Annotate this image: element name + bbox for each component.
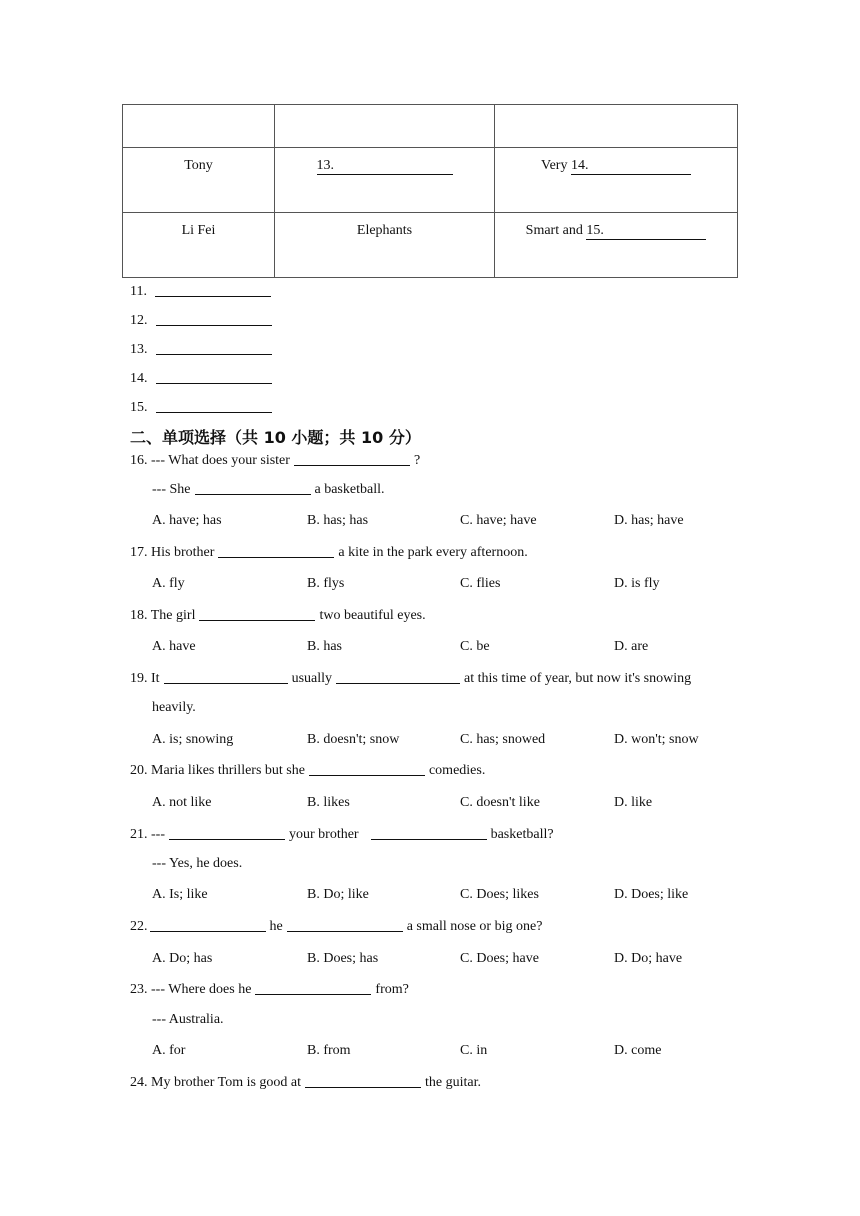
option-c[interactable]: C. doesn't like <box>460 795 540 810</box>
blank[interactable] <box>294 464 410 466</box>
blank[interactable] <box>287 930 403 932</box>
question-text: the guitar. <box>425 1075 482 1090</box>
answer-line <box>130 284 275 300</box>
table-cell <box>495 105 738 148</box>
question-text: two beautiful eyes. <box>319 608 426 623</box>
option-c[interactable]: C. Does; likes <box>460 887 539 902</box>
table-row <box>123 105 738 148</box>
table-cell <box>495 148 738 213</box>
answer-number: 15. <box>130 400 148 415</box>
answer-number: 14. <box>130 371 148 386</box>
blank[interactable] <box>150 930 266 932</box>
question-text: 20. Maria likes thrillers but she <box>130 763 305 778</box>
blank[interactable] <box>195 493 311 495</box>
question-text: heavily. <box>152 700 196 715</box>
question-23-answer <box>152 1012 224 1028</box>
option-c[interactable]: C. Does; have <box>460 951 539 966</box>
blank-13[interactable]: 13. <box>317 158 453 175</box>
answer-line <box>130 400 276 416</box>
option-b[interactable]: B. flys <box>307 576 345 591</box>
question-20 <box>130 763 485 779</box>
question-text: --- She <box>152 482 191 497</box>
table-cell-name: Li Fei <box>123 213 275 278</box>
blank[interactable] <box>169 838 285 840</box>
option-a[interactable]: A. Do; has <box>152 951 213 966</box>
question-text: 21. --- <box>130 827 165 842</box>
question-text: comedies. <box>428 763 486 778</box>
blank[interactable] <box>199 619 315 621</box>
option-a[interactable]: A. Is; like <box>152 887 208 902</box>
option-c[interactable]: C. be <box>460 639 490 654</box>
question-text: 23. --- Where does he <box>130 982 252 997</box>
question-text: basketball? <box>490 827 554 842</box>
question-text: a kite in the park every afternoon. <box>338 545 528 560</box>
blank[interactable] <box>218 556 334 558</box>
option-b[interactable]: B. from <box>307 1043 351 1058</box>
table-row <box>123 213 738 278</box>
option-d[interactable]: D. Does; like <box>614 887 689 902</box>
blank-15[interactable]: 15. <box>586 223 706 240</box>
option-a[interactable]: A. is; snowing <box>152 732 234 747</box>
table-cell-animal: Elephants <box>275 213 495 278</box>
option-b[interactable]: B. has; has <box>307 513 369 528</box>
option-d[interactable]: D. won't; snow <box>614 732 699 747</box>
option-c[interactable]: C. flies <box>460 576 501 591</box>
table-cell <box>495 213 738 278</box>
answer-line <box>130 313 276 329</box>
option-b[interactable]: B. Does; has <box>307 951 379 966</box>
blank[interactable] <box>371 838 487 840</box>
section-title: 二、单项选择（共 10 小题；共 10 分） <box>130 428 421 447</box>
option-d[interactable]: D. is fly <box>614 576 660 591</box>
question-text: usually <box>291 671 333 686</box>
option-b[interactable]: B. has <box>307 639 342 654</box>
answer-blank[interactable] <box>155 295 271 297</box>
blank-14[interactable]: 14. <box>571 158 691 175</box>
option-a[interactable]: A. not like <box>152 795 212 810</box>
question-text: 18. The girl <box>130 608 196 623</box>
table-row <box>123 148 738 213</box>
question-22 <box>130 919 542 935</box>
question-text: --- Australia. <box>152 1012 224 1027</box>
table-cell-blank[interactable] <box>275 148 495 213</box>
answer-number: 13. <box>130 342 148 357</box>
blank[interactable] <box>164 682 288 684</box>
question-text: at this time of year, but now it's snowing <box>464 671 692 686</box>
option-b[interactable]: B. likes <box>307 795 350 810</box>
option-b[interactable]: B. Do; like <box>307 887 369 902</box>
question-text: ? <box>413 453 421 468</box>
answer-blank[interactable] <box>156 382 272 384</box>
option-a[interactable]: A. for <box>152 1043 186 1058</box>
question-23 <box>130 982 409 998</box>
info-table <box>122 104 738 278</box>
option-c[interactable]: C. in <box>460 1043 488 1058</box>
question-text: a small nose or big one? <box>406 919 543 934</box>
question-18 <box>130 608 426 624</box>
question-16 <box>130 453 420 469</box>
blank[interactable] <box>309 774 425 776</box>
option-d[interactable]: D. Do; have <box>614 951 683 966</box>
question-text: 22. <box>130 919 148 934</box>
answer-blank[interactable] <box>156 411 272 413</box>
question-text: 19. It <box>130 671 160 686</box>
question-text: 17. His brother <box>130 545 215 560</box>
cell-prefix: Very <box>541 158 571 173</box>
answer-line <box>130 342 276 358</box>
cell-prefix: Smart and <box>525 223 587 238</box>
question-text: from? <box>375 982 409 997</box>
option-d[interactable]: D. has; have <box>614 513 684 528</box>
option-a[interactable]: A. have; has <box>152 513 222 528</box>
option-a[interactable]: A. fly <box>152 576 185 591</box>
blank[interactable] <box>305 1086 421 1088</box>
table-cell-name: Tony <box>123 148 275 213</box>
question-text: he <box>269 919 283 934</box>
blank[interactable] <box>255 993 371 995</box>
question-24 <box>130 1075 481 1091</box>
option-a[interactable]: A. have <box>152 639 196 654</box>
option-b[interactable]: B. doesn't; snow <box>307 732 400 747</box>
question-21 <box>130 827 554 843</box>
option-c[interactable]: C. have; have <box>460 513 537 528</box>
answer-blank[interactable] <box>156 324 272 326</box>
answer-line <box>130 371 276 387</box>
table-cell <box>123 105 275 148</box>
answer-number: 12. <box>130 313 148 328</box>
question-17 <box>130 545 528 561</box>
answer-blank[interactable] <box>156 353 272 355</box>
question-16-answer-line <box>152 482 384 498</box>
table-cell <box>275 105 495 148</box>
question-19-continued <box>152 700 196 716</box>
question-21-answer <box>152 856 242 872</box>
question-text: 16. --- What does your sister <box>130 453 290 468</box>
question-text: your brother <box>289 827 359 842</box>
option-d[interactable]: D. come <box>614 1043 662 1058</box>
option-d[interactable]: D. like <box>614 795 653 810</box>
question-19 <box>130 671 691 687</box>
answer-number: 11. <box>130 284 147 299</box>
option-d[interactable]: D. are <box>614 639 649 654</box>
blank[interactable] <box>336 682 460 684</box>
question-text: --- Yes, he does. <box>152 856 243 871</box>
question-text: 24. My brother Tom is good at <box>130 1075 302 1090</box>
option-c[interactable]: C. has; snowed <box>460 732 546 747</box>
question-text: a basketball. <box>314 482 385 497</box>
